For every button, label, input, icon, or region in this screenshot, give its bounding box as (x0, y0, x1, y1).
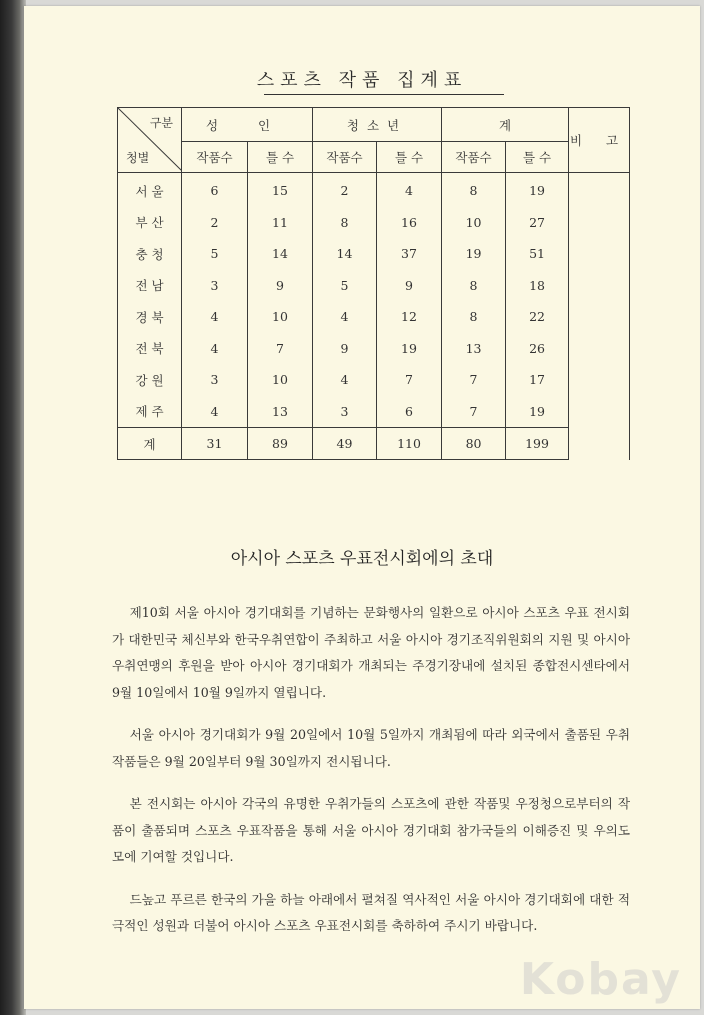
table-row (118, 364, 630, 396)
value-cell: 6 (182, 173, 248, 207)
value-cell: 19 (442, 238, 506, 270)
value-cell: 3 (313, 396, 377, 428)
table-row (118, 333, 630, 365)
value-cell: 4 (377, 173, 442, 207)
value-cell: 8 (313, 207, 377, 239)
value-cell: 19 (506, 396, 569, 428)
group-header-adult: 성 인 (182, 108, 313, 142)
value-cell: 14 (313, 238, 377, 270)
value-cell: 19 (377, 333, 442, 365)
remarks-cell (569, 173, 630, 428)
remarks-header: 비 고 (569, 108, 630, 173)
value-cell: 9 (248, 270, 313, 302)
value-cell: 51 (506, 238, 569, 270)
total-row (118, 428, 630, 460)
value-cell: 17 (506, 364, 569, 396)
value-cell: 2 (313, 173, 377, 207)
value-cell: 10 (248, 364, 313, 396)
invitation-body (112, 600, 630, 956)
invitation-paragraph: 드높고 푸르른 한국의 가을 하늘 아래에서 펼쳐질 역사적인 서울 아시아 경기대회에 대한 적극적인 성원과 더불어 아시아 스포츠 우표전시회를 축하하여 주시기 바랍니다. (112, 891, 630, 933)
region-cell: 충 청 (118, 238, 182, 270)
value-cell: 7 (442, 396, 506, 428)
region-cell: 전 남 (118, 270, 182, 302)
value-cell: 11 (248, 207, 313, 239)
region-cell: 서 울 (118, 173, 182, 207)
table-row (118, 207, 630, 239)
value-cell: 4 (313, 364, 377, 396)
region-cell: 부 산 (118, 207, 182, 239)
value-cell: 2 (182, 207, 248, 239)
value-cell: 37 (377, 238, 442, 270)
value-cell: 4 (182, 396, 248, 428)
group-header-total: 계 (442, 108, 569, 142)
subheader-total-frames: 틀 수 (506, 142, 569, 173)
table-row (118, 270, 630, 302)
value-cell: 26 (506, 333, 569, 365)
value-cell: 15 (248, 173, 313, 207)
value-cell: 16 (377, 207, 442, 239)
value-cell: 13 (248, 396, 313, 428)
watermark: Kobay (519, 954, 682, 1005)
value-cell: 8 (442, 301, 506, 333)
value-cell: 8 (442, 270, 506, 302)
corner-bottom-label: 청별 (126, 151, 150, 165)
value-cell: 7 (442, 364, 506, 396)
value-cell: 8 (442, 173, 506, 207)
value-cell: 4 (182, 301, 248, 333)
region-cell: 전 북 (118, 333, 182, 365)
value-cell: 18 (506, 270, 569, 302)
value-cell: 3 (182, 270, 248, 302)
value-cell: 7 (377, 364, 442, 396)
value-cell: 10 (442, 207, 506, 239)
value-cell: 9 (377, 270, 442, 302)
invitation-paragraph: 본 전시회는 아시아 각국의 유명한 우취가들의 스포츠에 관한 작품및 우정청으로부터의 작품이 출품되며 스포츠 우표작품을 통해 서울 아시아 경기대회 참가국들의 이해증진 및 우의도모에 기여할 것입니다. (112, 796, 630, 864)
subheader-total-works: 작품수 (442, 142, 506, 173)
table-row (118, 238, 630, 270)
value-cell: 4 (182, 333, 248, 365)
corner-top-label: 구분 (149, 116, 173, 130)
value-cell: 4 (313, 301, 377, 333)
value-cell: 22 (506, 301, 569, 333)
region-cell: 경 북 (118, 301, 182, 333)
title-underline (264, 94, 504, 95)
value-cell: 9 (313, 333, 377, 365)
total-value-cell: 110 (377, 428, 442, 460)
value-cell: 12 (377, 301, 442, 333)
sports-works-table (117, 107, 630, 460)
table-title: 스포츠 작품 집계표 (256, 70, 468, 91)
value-cell: 13 (442, 333, 506, 365)
value-cell: 14 (248, 238, 313, 270)
value-cell: 5 (182, 238, 248, 270)
value-cell: 27 (506, 207, 569, 239)
value-cell: 6 (377, 396, 442, 428)
subheader-adult-frames: 틀 수 (248, 142, 313, 173)
document-page (24, 6, 700, 1009)
total-value-cell: 199 (506, 428, 569, 460)
total-value-cell: 80 (442, 428, 506, 460)
table-row (118, 301, 630, 333)
table-row (118, 396, 630, 428)
region-cell: 강 원 (118, 364, 182, 396)
region-cell: 제 주 (118, 396, 182, 428)
subheader-youth-works: 작품수 (313, 142, 377, 173)
total-value-cell: 49 (313, 428, 377, 460)
binding-shadow (0, 0, 26, 1015)
remarks-total-cell (569, 428, 630, 460)
group-header-youth: 청소년 (313, 108, 442, 142)
subheader-youth-frames: 틀 수 (377, 142, 442, 173)
total-label-cell: 계 (118, 428, 182, 460)
corner-header-cell (118, 108, 182, 173)
value-cell: 10 (248, 301, 313, 333)
value-cell: 5 (313, 270, 377, 302)
total-value-cell: 89 (248, 428, 313, 460)
invitation-paragraph: 제10회 서울 아시아 경기대회를 기념하는 문화행사의 일환으로 아시아 스포츠 우표 전시회가 대한민국 체신부와 한국우취연합이 주최하고 서울 아시아 경기조직위원회의 지원 및 아시아 우취연맹의 후원을 받아 아시아 경기대회가 개최되는 주경기장내에 설치된 종합전시센타에서 9월 10일에서 10월 9일까지 열립니다. (112, 605, 630, 700)
invitation-paragraph: 서울 아시아 경기대회가 9월 20일에서 10월 5일까지 개최됨에 따라 외국에서 출품된 우취작품들은 9월 20일부터 9월 30일까지 전시됩니다. (112, 727, 630, 769)
subheader-adult-works: 작품수 (182, 142, 248, 173)
invitation-title: 아시아 스포츠 우표전시회에의 초대 (230, 549, 494, 569)
value-cell: 3 (182, 364, 248, 396)
value-cell: 7 (248, 333, 313, 365)
table-row (118, 173, 630, 207)
total-value-cell: 31 (182, 428, 248, 460)
value-cell: 19 (506, 173, 569, 207)
